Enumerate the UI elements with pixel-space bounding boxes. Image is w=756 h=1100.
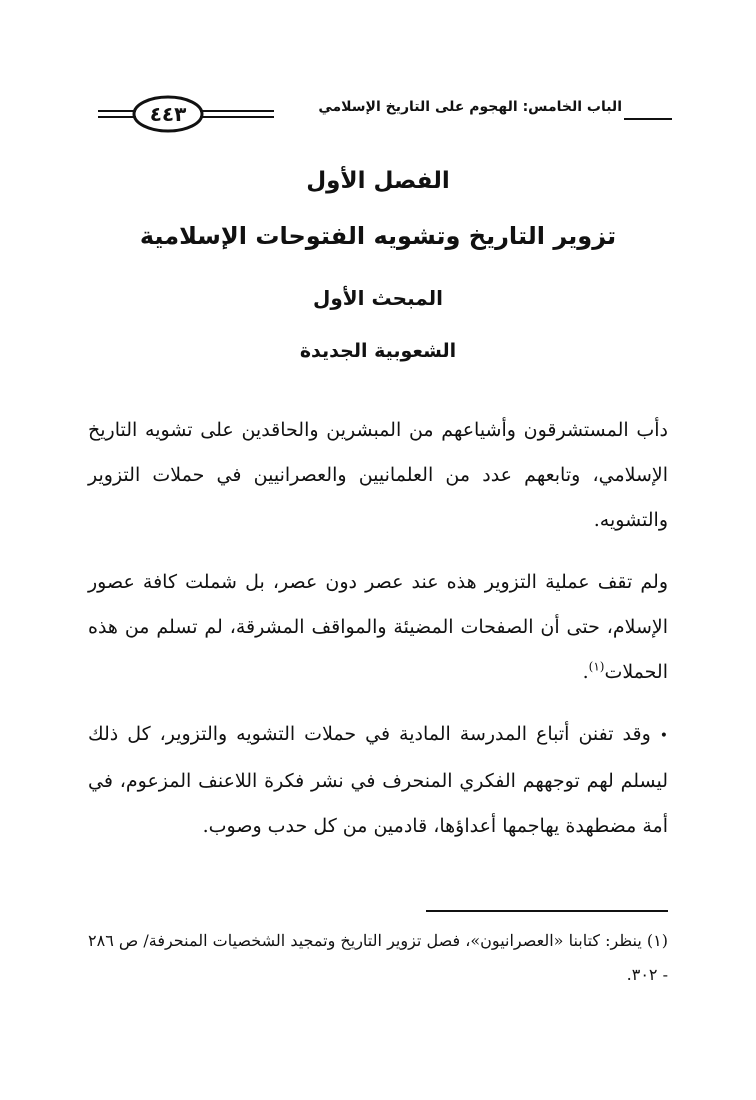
chapter-subtitle: تزوير التاريخ وتشويه الفتوحات الإسلامية: [139, 222, 617, 250]
footnote: [88, 924, 668, 992]
paragraph-2-end: .: [582, 661, 589, 683]
body-paragraph-3: [88, 712, 668, 849]
running-header-title: الباب الخامس: الهجوم على التاريخ الإسلامي: [318, 99, 622, 115]
paragraph-3-text: وقد تفنن أتباع المدرسة المادية في حملات التشويه والتزوير، كل ذلك ليسلم لهم توجههم الفكري المنحرف في نشر فكرة اللاعنف المزعوم، في أمة مضطهدة يهاجمها أعداؤها، قادمين من كل حدب وصوب.: [88, 723, 668, 837]
bullet-icon: •: [659, 728, 668, 744]
footnote-text: (١) ينظر: كتابنا «العصرانيون»، فصل تزوير التاريخ وتمجيد الشخصيات المنحرفة/ ص ٢٨٦ - ٣٠٢.: [88, 931, 668, 984]
paragraph-1-text: دأب المستشرقون وأشياعهم من المبشرين والحاقدين على تشويه التاريخ الإسلامي، وتابعهم عدد من العلمانيين والعصرانيين في حملات التزوير والتشويه.: [88, 419, 668, 531]
section-title: المبحث الأول: [312, 286, 444, 310]
body-paragraph-2: [88, 560, 668, 695]
body-paragraph-1: [88, 408, 668, 543]
page-number-ornament: [96, 92, 276, 138]
section-subtitle: الشعوبية الجديدة: [299, 340, 457, 362]
footnote-separator: [426, 910, 668, 912]
running-header: [96, 88, 672, 144]
paragraph-2-text: ولم تقف عملية التزوير هذه عند عصر دون عصر، بل شملت كافة عصور الإسلام، حتى أن الصفحات المضيئة والمواقف المشرقة، لم تسلم من هذه الحملات: [88, 571, 668, 683]
header-rule: [624, 118, 672, 120]
page-number: ٤٤٣: [149, 102, 187, 126]
chapter-title: الفصل الأول: [306, 168, 450, 194]
footnote-reference[interactable]: (١): [588, 659, 605, 674]
